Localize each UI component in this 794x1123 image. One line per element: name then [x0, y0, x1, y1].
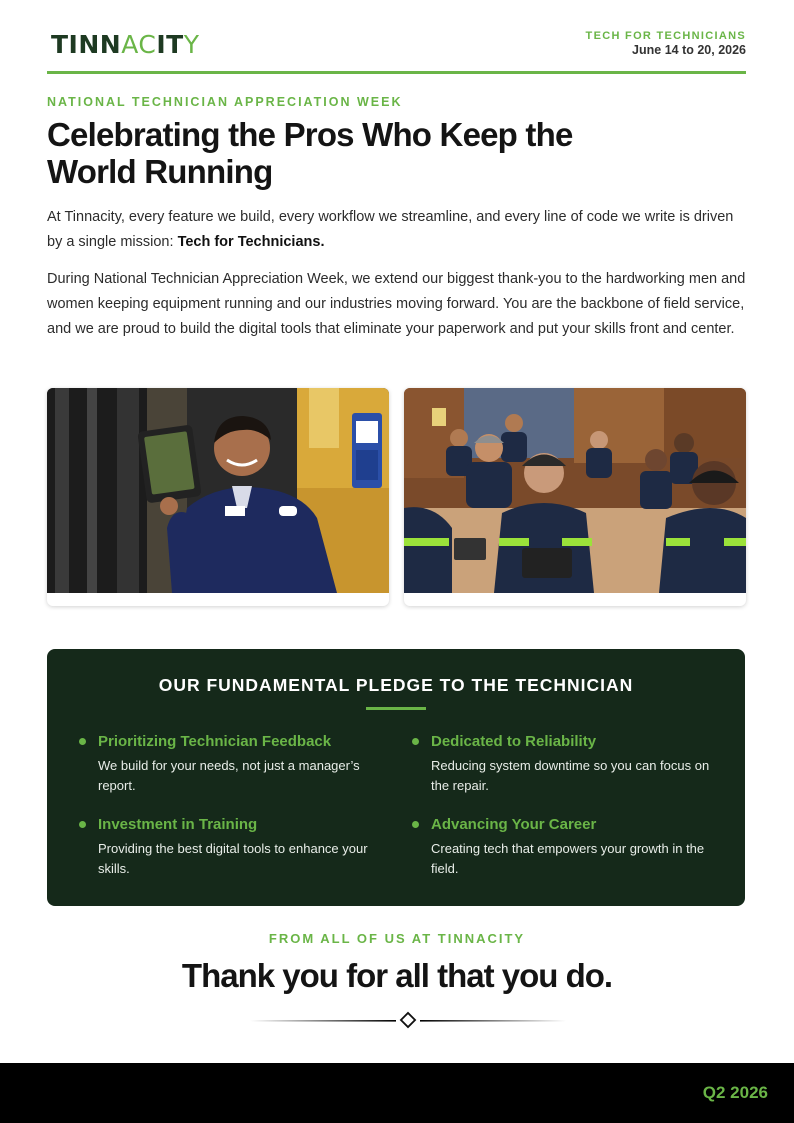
- pledge-item-description: Providing the best digital tools to enhance your skills.: [98, 841, 368, 876]
- pledge-panel: [47, 649, 745, 906]
- closing-kicker: FROM ALL OF US AT TINNACITY: [268, 931, 526, 946]
- header-date: June 14 to 20, 2026: [632, 43, 746, 57]
- pledge-item-heading: Prioritizing Technician Feedback: [98, 733, 332, 750]
- logo-text-tinn: TINN: [51, 30, 122, 59]
- intro-mission: Tech for Technicians.: [177, 234, 325, 250]
- pledge-item-heading: Investment in Training: [98, 816, 258, 833]
- closing-thanks: Thank you for all that you do.: [181, 957, 613, 994]
- footer-bar: [0, 1063, 794, 1123]
- header: [47, 28, 746, 74]
- bullet-dot-icon: [79, 821, 86, 828]
- logo-text-ac: AC: [121, 30, 157, 59]
- hero-title: Celebrating the Pros Who Keep the World Running: [47, 116, 573, 190]
- bullet-dot-icon: [79, 738, 86, 745]
- technicians-training-illustration: [404, 388, 746, 593]
- pledge-title-underline: [366, 707, 426, 710]
- pledge-item-description: Reducing system downtime so you can focus on the repair.: [431, 758, 710, 793]
- pledge-item-description: We build for your needs, not just a manager’s report.: [98, 758, 360, 793]
- logo-text-y: Y: [183, 30, 200, 59]
- bullet-dot-icon: [412, 821, 419, 828]
- intro-paragraph: [47, 205, 752, 255]
- technician-tablet-illustration: [47, 388, 389, 593]
- pledge-item: [98, 816, 388, 879]
- bullet-dot-icon: [412, 738, 419, 745]
- pledge-item-heading: Dedicated to Reliability: [431, 733, 597, 750]
- pledge-item: [431, 733, 721, 796]
- hero-kicker: NATIONAL TECHNICIAN APPRECIATION WEEK: [47, 95, 403, 109]
- pledge-title: OUR FUNDAMENTAL PLEDGE TO THE TECHNICIAN: [158, 675, 634, 695]
- footer-quarter: Q2 2026: [702, 1083, 768, 1102]
- logo-text-it: IT: [156, 30, 184, 59]
- intro-text: At Tinnacity, every feature we build, every workflow we streamline, and every line of code we write is driven by a single mission:: [47, 209, 734, 250]
- diamond-divider-icon: [250, 1011, 566, 1031]
- header-event-info: [586, 30, 746, 57]
- photo-technician-tablet: [47, 388, 389, 606]
- pledge-item-heading: Advancing Your Career: [431, 816, 597, 833]
- pledge-item-description: Creating tech that empowers your growth in the field.: [431, 841, 705, 876]
- appreciation-paragraph: During National Technician Appreciation Week, we extend our biggest thank-you to the hardworking men and women keeping equipment running and our industries moving forward. You are the backbone of field service, and we are proud to build the digital tools that eliminate your paperwork and put your skills front and center.: [47, 271, 746, 337]
- tinnacity-logo: [51, 30, 199, 59]
- header-kicker: TECH FOR TECHNICIANS: [585, 30, 746, 42]
- pledge-item: [98, 733, 388, 796]
- pledge-item: [431, 816, 721, 879]
- photo-technicians-training: [404, 388, 746, 606]
